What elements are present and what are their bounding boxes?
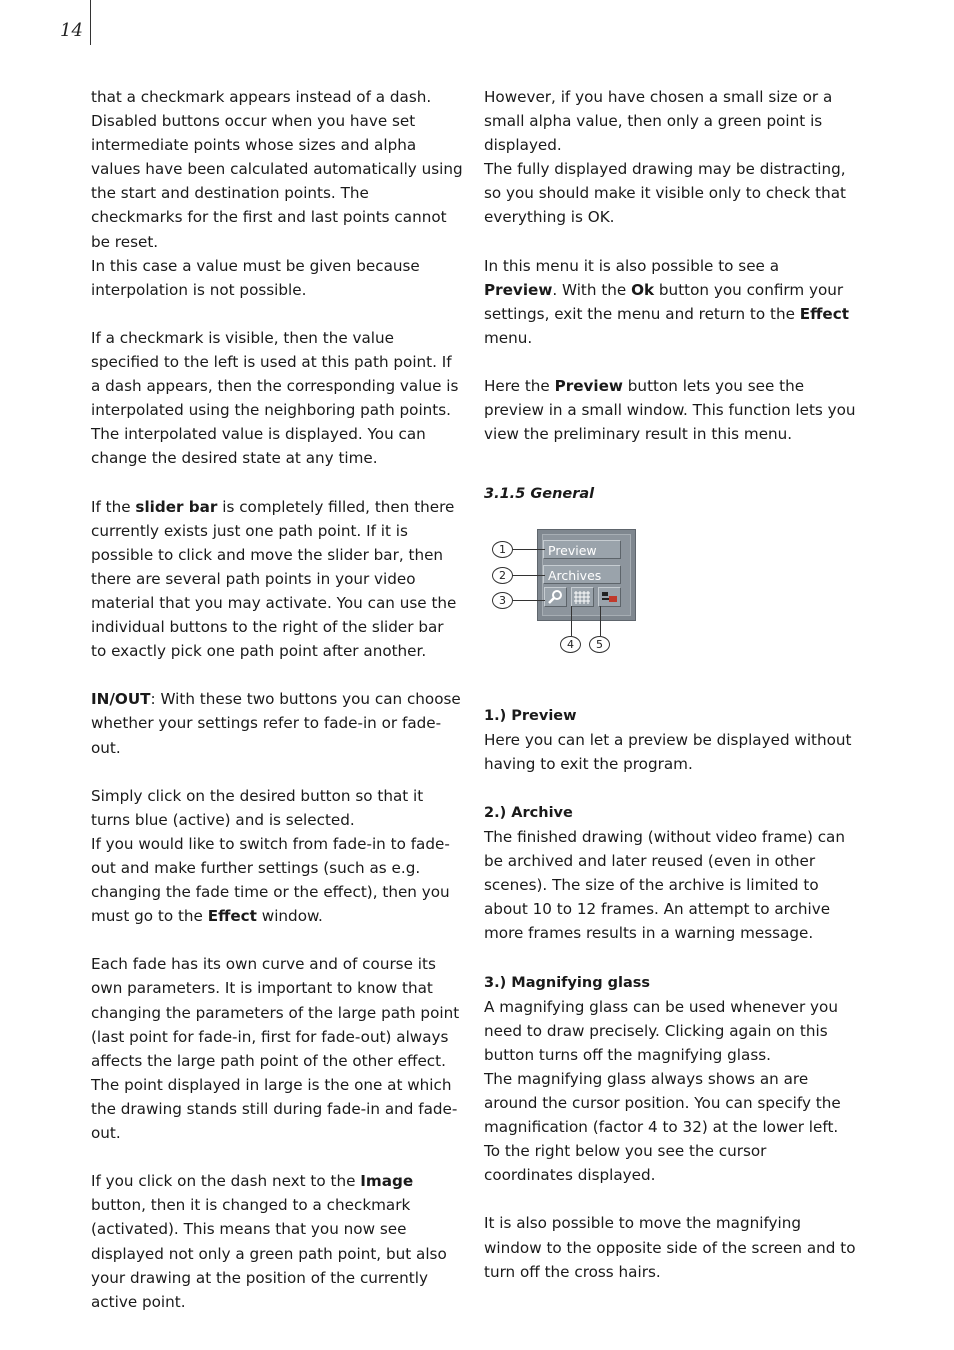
item-text: A magnifying glass can be used whenever you need to draw precisely. Clicking again on this button turns off the magnifying glass.: [484, 997, 838, 1064]
paragraph-preview-ok: [484, 254, 856, 350]
callout-line-2: [513, 575, 545, 576]
item-preview: [484, 703, 856, 776]
item-heading: 3.) Magnifying glass: [484, 974, 651, 991]
item-text: The finished drawing (without video frame) can be archived and later reused (even in other scenes). The size of the archive is limited to about 10 to 12 frames. An attempt to archive more frames results in a warning message.: [484, 827, 845, 943]
header-rule: [90, 0, 91, 45]
callout-line-3: [513, 600, 545, 601]
text-run: . With the: [552, 280, 632, 299]
callout-4: 4: [560, 636, 581, 653]
magnifier-button[interactable]: [544, 587, 567, 607]
general-panel-figure: [492, 529, 642, 661]
text-run: However, if you have chosen a small size or a small alpha value, then only a green point is displayed.: [484, 88, 833, 155]
paragraph-move-window: It is also possible to move the magnifying window to the opposite side of the screen and to turn off the cross hairs.: [484, 1214, 856, 1281]
text-run: If the: [91, 497, 136, 516]
term-ok: Ok: [631, 280, 655, 299]
general-panel: [537, 529, 636, 621]
term-in-out: IN/OUT: [91, 690, 151, 709]
item-magnifying-glass: [484, 970, 856, 1188]
paragraph-switch-fade: [91, 784, 463, 929]
term-slider-bar: slider bar: [135, 497, 218, 516]
paragraph-small-size: [484, 85, 856, 230]
text-run: menu.: [484, 328, 533, 347]
text-run: window.: [256, 907, 323, 926]
paragraph-slider-bar: [91, 495, 463, 664]
item-archive: [484, 800, 856, 946]
paragraph-disabled-buttons: [91, 85, 463, 302]
item-heading: 1.) Preview: [484, 707, 577, 724]
paragraph-fade-curve: Each fade has its own curve and of course its own parameters. It is important to know that changing the parameters of the large path point (last point for fade-in, first for fade-out) always affects the large path point of the other effect. The point displayed in large is the one at which the drawing stands still during fade-in and fade-out.: [91, 955, 460, 1143]
left-column: [91, 85, 463, 1338]
paragraph-in-out: [91, 687, 463, 759]
archives-button[interactable]: Archives: [543, 565, 621, 584]
callout-2: 2: [492, 567, 513, 584]
crosshair-toggle-button[interactable]: [598, 587, 621, 607]
text-run: If you click on the dash next to the: [91, 1172, 361, 1191]
text-run: button you confirm your settings, exit the menu and return to the: [484, 280, 844, 323]
paragraph-preview-button: [484, 374, 856, 446]
text-run: In this menu it is also possible to see a: [484, 256, 780, 275]
crosshair-toggle-icon: [599, 588, 620, 606]
callout-line-1: [513, 549, 545, 550]
magnifier-icon: [545, 588, 566, 606]
term-image: Image: [360, 1172, 414, 1191]
term-effect: Effect: [799, 304, 849, 323]
section-title: 3.1.5 General: [484, 486, 595, 503]
item-text: Here you can let a preview be displayed without having to exit the program.: [484, 730, 852, 773]
paragraph-image-button: [91, 1169, 463, 1314]
text-run: If you would like to switch from fade-in to fade-out and make further settings (such as e.g. changing the fade time or the effect), then you must go to the: [91, 834, 450, 926]
page-number: 14: [60, 20, 83, 41]
right-column: [484, 85, 856, 1308]
text-run: is completely filled, then there currently exists just one path point. If it is possible to click and move the slider bar, then there are several path points in your video material that you may activate. You can use the individual buttons to the right of the slider bar to exactly pick one path point after another.: [91, 497, 457, 661]
item-heading: 2.) Archive: [484, 804, 573, 821]
callout-line-4: [571, 606, 572, 636]
text-run: The fully displayed drawing may be distracting, so you should make it visible only to check that everything is OK.: [484, 160, 846, 227]
text-run: Here the: [484, 377, 555, 396]
paragraph-text: that a checkmark appears instead of a dash. Disabled buttons occur when you have set intermediate points whose sizes and alpha values have been calculated automatically using the start and destination points. The checkmarks for the first and last points cannot be reset.: [91, 88, 463, 251]
text-run: : With these two buttons you can choose whether your settings refer to fade-in or fade-out.: [91, 690, 461, 757]
grid-button[interactable]: [571, 587, 594, 607]
preview-button[interactable]: Preview: [543, 540, 621, 559]
text-run: button, then it is changed to a checkmark (activated). This means that you now see displayed not only a green path point, but also your drawing at the position of the currently active point.: [91, 1196, 447, 1311]
term-preview: Preview: [484, 280, 553, 299]
term-effect: Effect: [207, 907, 257, 926]
callout-1: 1: [492, 541, 513, 558]
item-text: The magnifying glass always shows an are around the cursor position. You can specify the magnification (factor 4 to 32) at the lower left. To the right below you see the cursor coordinates displayed.: [484, 1069, 841, 1185]
text-run: button lets you see the preview in a small window. This function lets you view the preliminary result in this menu.: [484, 377, 856, 444]
paragraph-checkmark: If a checkmark is visible, then the value specified to the left is used at this path point. If a dash appears, then the corresponding value is interpolated using the neighboring path points. The interpolated value is displayed. You can change the desired state at any time.: [91, 328, 459, 468]
term-preview: Preview: [554, 377, 623, 396]
text-run: Simply click on the desired button so that it turns blue (active) and is selected.: [91, 786, 424, 829]
callout-3: 3: [492, 592, 513, 609]
grid-icon: [572, 588, 593, 606]
callout-5: 5: [589, 636, 610, 653]
paragraph-text: In this case a value must be given because interpolation is not possible.: [91, 256, 420, 299]
callout-line-5: [600, 606, 601, 636]
